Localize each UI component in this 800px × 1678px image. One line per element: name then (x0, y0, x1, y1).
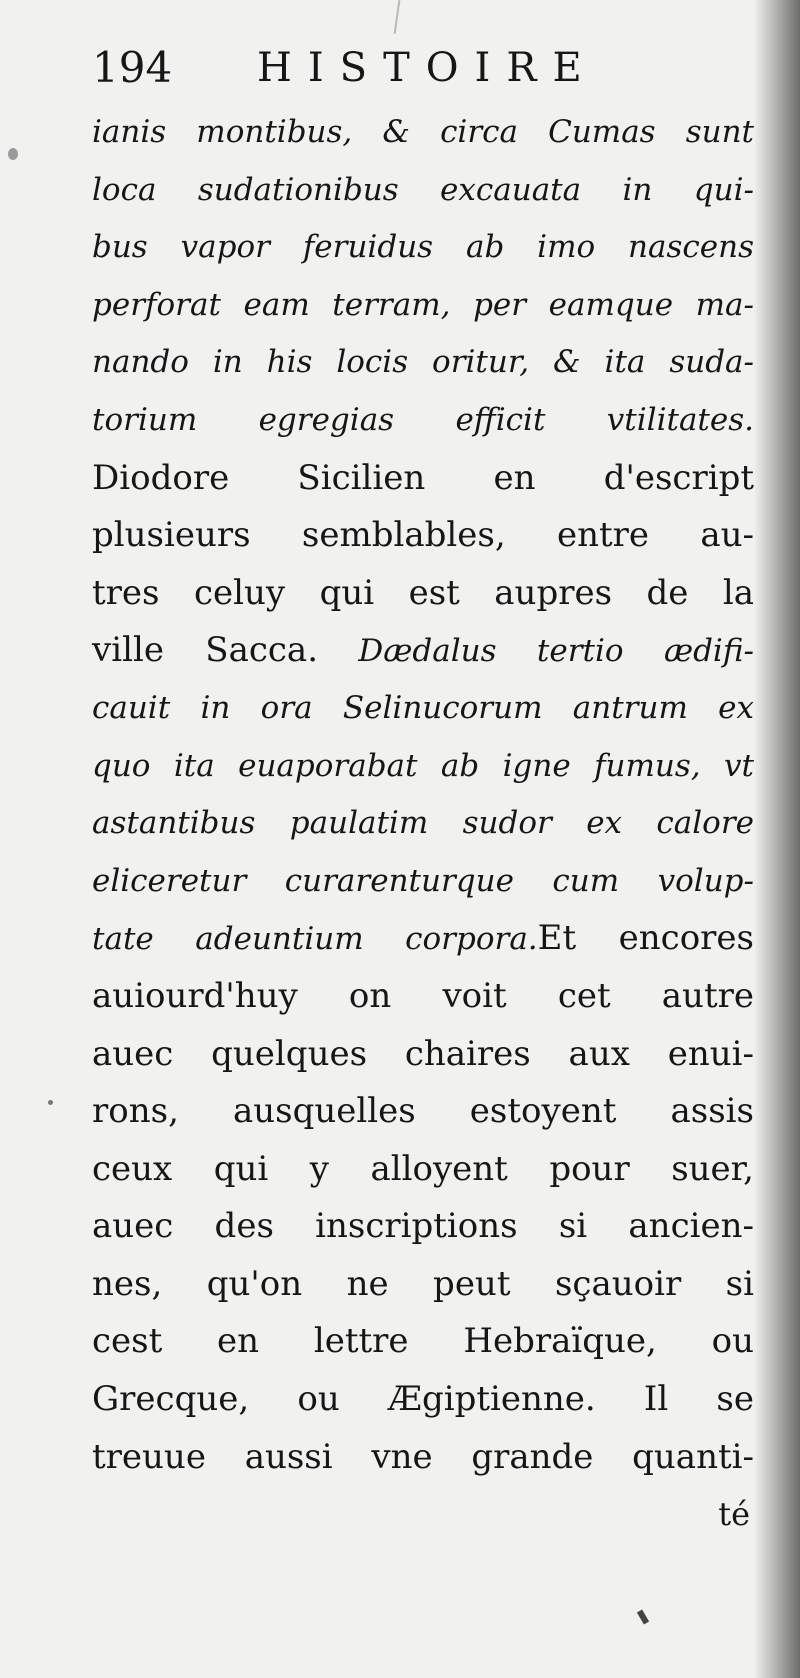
text-line: treuue aussi vne grande quanti- (92, 1436, 754, 1477)
text-line (92, 910, 754, 968)
text-line: auec des inscriptions si ancien- (92, 1206, 754, 1247)
page-header (92, 38, 752, 98)
text-line: Grecque, ou Ægiptienne. Il se (92, 1379, 754, 1420)
text-line: astantibus paulatim sudor ex calore (92, 805, 754, 842)
running-head: HISTOIRE (257, 45, 598, 91)
paper-speck (637, 1609, 649, 1624)
page-number: 194 (92, 43, 173, 92)
text-line: plusieurs semblables, entre au- (92, 515, 754, 556)
text-line: ianis montibus, & circa Cumas sunt (92, 114, 754, 150)
text-span-italic: tate adeuntium corpora. (92, 921, 538, 958)
text-line: auiourd'huy on voit cet autre (92, 975, 754, 1016)
text-line: cest en lettre Hebraïque, ou (92, 1321, 754, 1362)
text-line: auec quelques chaires aux enui- (92, 1033, 754, 1074)
text-line: ceux qui y alloyent pour suer, (92, 1148, 754, 1189)
text-line (92, 622, 754, 680)
catchword: té (718, 1495, 750, 1534)
paper-crease (394, 0, 401, 34)
text-line: nando in his locis oritur, & ita suda- (92, 344, 754, 381)
text-line: Diodore Sicilien en d'escript (92, 457, 754, 498)
text-line: rons, ausquelles estoyent assis (92, 1091, 754, 1132)
text-line: perforat eam terram, per eamque ma- (92, 286, 754, 323)
text-span-italic: Dædalus tertio ædifi- (358, 633, 754, 670)
text-line: quo ita euaporabat ab igne fumus, vt (92, 747, 754, 784)
text-line: eliceretur curarenturque cum volup- (92, 862, 754, 899)
text-line: loca sudationibus excauata in qui- (92, 171, 754, 208)
paper-speck (8, 148, 18, 160)
text-span-roman: Et encores (537, 918, 754, 959)
paper-speck (48, 1100, 53, 1105)
text-line: torium egregias efficit vtilitates. (92, 401, 754, 438)
body-text (92, 104, 754, 1544)
text-line: nes, qu'on ne peut sçauoir si (92, 1263, 754, 1304)
text-line: cauit in ora Selinucorum antrum ex (92, 689, 754, 726)
text-line: tres celuy qui est aupres de la (92, 572, 754, 613)
text-span-roman: ville Sacca. (92, 630, 319, 671)
text-line: bus vapor feruidus ab imo nascens (92, 229, 754, 266)
binding-shadow (754, 0, 800, 1678)
